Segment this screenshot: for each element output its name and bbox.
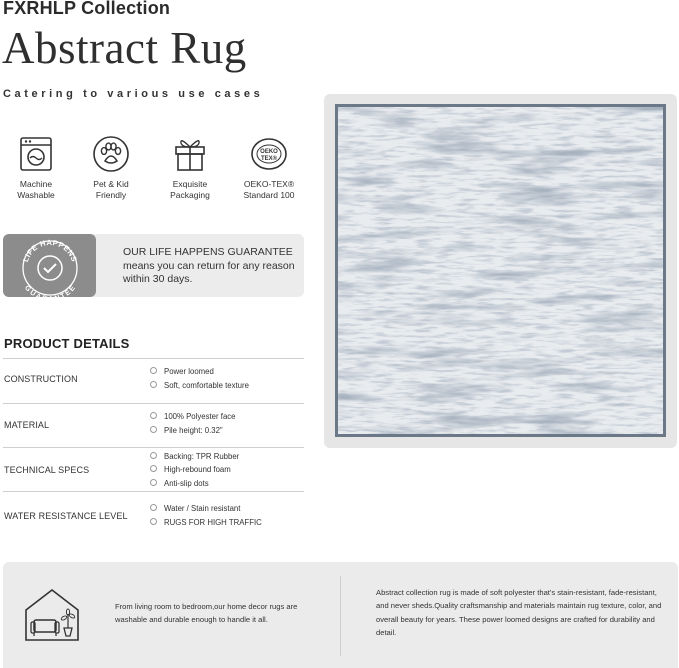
feature-pet-kid-friendly [66,135,156,201]
detail-row-technical-specs [3,447,304,492]
feature-exquisite-packaging [145,135,235,201]
detail-value: Power loomed [150,367,214,376]
detail-row-water-resistance [3,491,304,532]
detail-value: High-rebound foam [150,465,231,474]
oeko-badge-text: OEKO [260,149,278,155]
detail-row-material [3,403,304,448]
feature-label: Pet & Kid [93,179,129,189]
page-title: Abstract Rug [2,23,247,73]
feature-label: Friendly [95,190,127,200]
svg-text:LIFE HAPPENS [21,238,79,263]
detail-value: Water / Stain resistant [150,504,240,513]
guarantee-heading: OUR LIFE HAPPENS GUARANTEE [123,246,293,258]
bottom-divider [340,576,341,656]
feature-label: Washable [17,190,55,200]
detail-value: Pile height: 0.32" [150,426,223,435]
guarantee-badge [3,234,96,297]
rug-image-frame [324,94,677,448]
bottom-right-text: Abstract collection rug is made of soft polyester that's stain-resistant, fade-resistant, and never sheds.Quality craftsmanship and materials maintain rug texture, color, and overall beauty for years. These power loomed designs are crafted for durability and detail. [376,588,662,637]
brand-name: FXRHLP Collection [3,0,171,18]
detail-label: CONSTRUCTION [4,374,78,384]
product-details-heading: PRODUCT DETAILS [4,336,130,351]
washing-machine-icon [17,135,55,173]
badge-bottom-text: GU TEE [22,284,78,297]
tagline: Catering to various use cases [3,88,264,100]
detail-value: RUGS FOR HIGH TRAFFIC [150,518,262,527]
bottom-left-text: From living room to bedroom,our home decor rugs are washable and durable enough to handle it all. [115,602,298,624]
guarantee-seal-icon [3,234,96,297]
feature-label: OEKO-TEX® [243,179,295,189]
detail-label: WATER RESISTANCE LEVEL [4,511,128,521]
feature-label: Packaging [170,190,210,200]
detail-label: MATERIAL [4,420,50,430]
feature-label: Exquisite [172,179,208,189]
gift-box-icon [171,135,209,173]
badge-top-text: LIFE HAPPENS [20,237,80,264]
detail-label: TECHNICAL SPECS [4,465,90,475]
feature-oeko-tex [224,135,314,201]
feature-label: Machine [19,179,53,189]
paw-icon [92,135,130,173]
guarantee-body: means you can return for any reason within 30 days. [123,259,295,285]
detail-row-construction [3,358,304,404]
rug-image [335,104,666,437]
home-living-room-icon [22,584,82,644]
oeko-tex-icon [250,135,288,173]
detail-value: 100% Polyester face [150,412,236,421]
guarantee-text [123,246,298,287]
detail-value: Anti-slip dots [150,479,209,488]
detail-value: Soft, comfortable texture [150,381,249,390]
oeko-badge-text: TEX® [260,156,278,162]
feature-label: Standard 100 [243,190,295,200]
detail-value: Backing: TPR Rubber [150,452,239,461]
guarantee-panel [3,234,304,297]
bottom-info-panel [3,562,678,668]
